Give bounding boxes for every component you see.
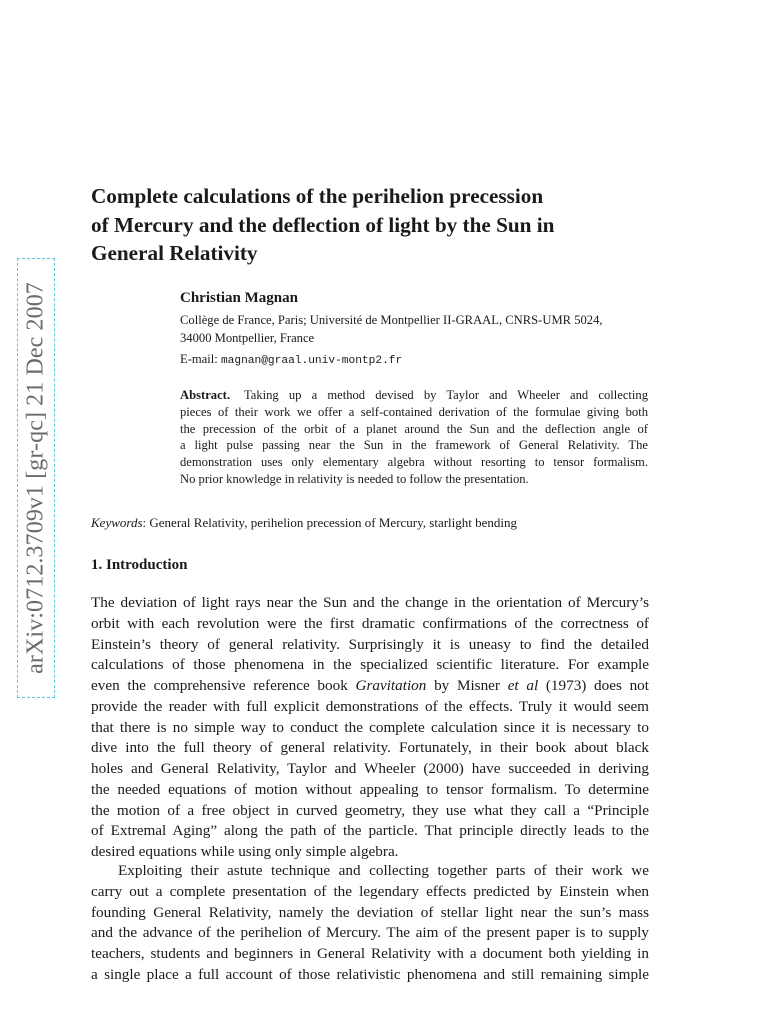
paragraph-line: Exploiting their astute technique and collecting together parts of their work we [118, 862, 649, 879]
paragraph-line: carry out a complete presentation of the legendary effects predicted by Einstein when [91, 882, 649, 900]
title-line: Complete calculations of the perihelion precession [91, 184, 544, 208]
affiliation [180, 311, 650, 347]
abstract-line: No prior knowledge in relativity is needed to follow the presentation. [180, 471, 529, 486]
arxiv-stamp: arXiv:0712.3709v1 [gr-qc] 21 Dec 2007 [22, 282, 49, 674]
section-heading: 1. Introduction [91, 557, 188, 573]
paragraph-line: provide the reader with full explicit demonstrations of the effects. Truly it would seem [91, 697, 649, 715]
email-label: E-mail: [180, 352, 218, 366]
paragraph-line: orbit with each revolution were the first dramatic confirmations of the correctness of [91, 614, 649, 632]
paragraph-line: the needed equations of motion without appealing to tensor formalism. To determine [91, 780, 649, 798]
abstract-label: Abstract. [180, 388, 231, 402]
paragraph-line: a single place a full account of those relativistic phenomena and still remaining simple [91, 965, 649, 983]
paragraph-line: holes and General Relativity, Taylor and Wheeler (2000) have succeeded in deriving [91, 760, 649, 777]
paragraph-line: even the comprehensive reference book Gravitation by Misner et al (1973) does not [91, 677, 649, 694]
abstract-line: Abstract. Taking up a method devised by Taylor and Wheeler and collecting [180, 388, 649, 402]
paragraph-line: calculations of those phenomena in the specialized scientific literature. For example [91, 656, 649, 674]
abstract-line: demonstration uses only elementary algebra without resorting to tensor formalism. [180, 455, 648, 470]
affiliation-line: 34000 Montpellier, France [180, 331, 315, 345]
paragraph-line: Einstein’s theory of general relativity. Surprisingly it is uneasy to find the detailed [91, 635, 649, 653]
paragraph-line: and the advance of the perihelion of Mercury. The aim of the present paper is to supply [91, 924, 649, 942]
book-title: Gravitation [355, 677, 427, 694]
intro-paragraph-1 [91, 593, 649, 863]
paragraph-line: dive into the full theory of general relativity. Fortunately, in their book about black [91, 739, 649, 757]
author-name: Christian Magnan [180, 290, 298, 306]
abstract-line: the precession of the orbit of a planet around the Sun and the deflection angle of [180, 421, 648, 436]
email-line [180, 352, 650, 367]
paragraph-line: the motion of a free object in curved geometry, they use what they call a “Principle [91, 801, 649, 819]
paragraph-line: that there is no simple way to conduct the complete calculation since it is necessary to [91, 718, 649, 736]
affiliation-line: Collège de France, Paris; Université de Montpellier II-GRAAL, CNRS-UMR 5024, [180, 313, 603, 327]
keywords [91, 515, 671, 531]
title-line: of Mercury and the deflection of light by the Sun in [91, 212, 555, 237]
abstract [180, 387, 648, 488]
paragraph-line: of Extremal Aging” along the path of the particle. That principle directly leads to the [91, 822, 649, 840]
abstract-line: pieces of their work we offer a self-contained derivation of the formulae giving both [180, 404, 648, 419]
paper-title [91, 182, 661, 268]
paragraph-line: desired equations while using only simple algebra. [91, 843, 399, 860]
paragraph-line: The deviation of light rays near the Sun and the change in the orientation of Mercury’s [91, 594, 649, 611]
intro-paragraph-2 [91, 861, 649, 986]
paragraph-line: founding General Relativity, namely the deviation of stellar light near the sun’s mass [91, 903, 649, 921]
abstract-line: a light pulse passing near the Sun in the framework of General Relativity. The [180, 438, 648, 453]
keywords-label: Keywords [91, 515, 143, 530]
keywords-list: : General Relativity, perihelion precession of Mercury, starlight bending [142, 515, 518, 530]
paragraph-line: teachers, students and beginners in General Relativity with a document both yielding in [91, 945, 649, 962]
title-line: General Relativity [91, 241, 258, 265]
email-address[interactable]: magnan@graal.univ-montp2.fr [220, 355, 403, 367]
